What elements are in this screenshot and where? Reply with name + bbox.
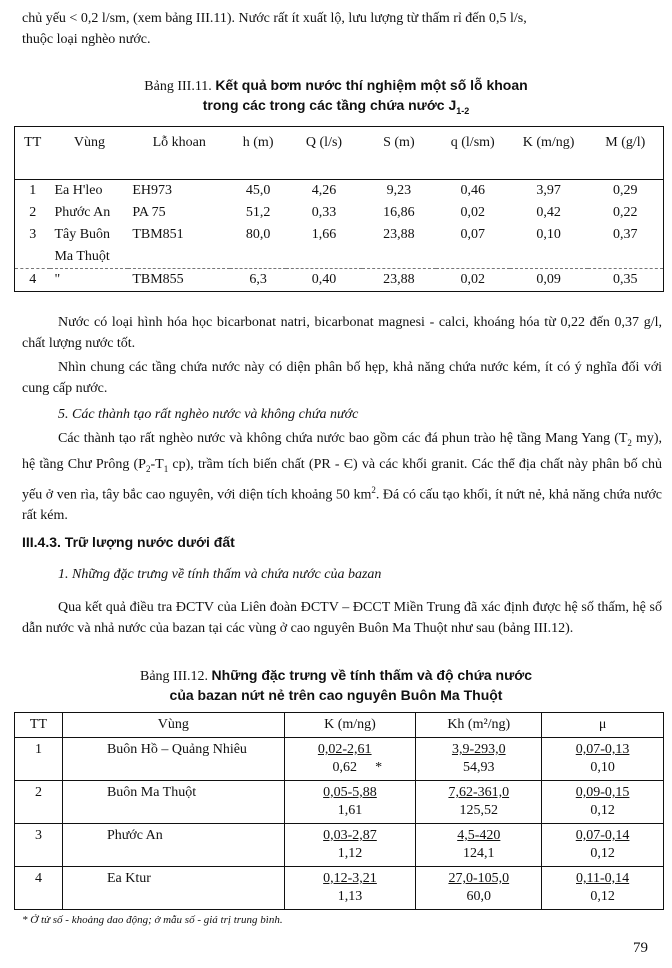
table1-cell: 0,10	[536, 227, 561, 242]
table1-caption-line1: Kết quả bơm nước thí nghiệm một số lỗ khoan	[215, 77, 528, 93]
table2-cell-tt: 4	[15, 867, 63, 910]
table1-cell: 2	[29, 205, 37, 220]
table-iii-12	[14, 712, 664, 910]
paragraph-chemistry: Nước có loại hình hóa học bicarbonat natri, bicarbonat magnesi - calci, khoáng hóa từ 0,22 đến 0,37 g/l, chất lượng nước tốt.	[22, 315, 662, 351]
table1-header-cell: TT	[15, 127, 51, 180]
para3-part-b: my), hệ tầng Chư Prông (P	[22, 431, 662, 472]
table1-cell: 1,66	[311, 227, 337, 242]
table1-cell: 4,26	[311, 183, 337, 198]
table1-header-cell: Lỗ khoan	[128, 127, 230, 180]
table1-cell: 6,3	[230, 269, 286, 292]
k-range: 0,05-5,88	[323, 785, 377, 800]
intro-paragraph	[22, 8, 662, 50]
table1-caption-line2: trong các trong các tầng chứa nước J	[202, 97, 457, 113]
kh-range: 7,62-361,0	[448, 785, 510, 800]
table1-cell: Ea H'leo	[54, 183, 103, 198]
table1-header-cell: h (m)	[230, 127, 286, 180]
paragraph-summary: Nhìn chung các tầng chứa nước này có diện phân bố hẹp, khả năng chứa nước kém, ít có ý nghĩa đối với cung cấp nước.	[22, 360, 662, 396]
table-iii-11	[14, 126, 664, 292]
intro-line-2: thuộc loại nghèo nước.	[22, 32, 151, 47]
table2-cell-k	[284, 738, 416, 781]
table1-cell: "	[50, 269, 128, 292]
para3-part-e: . Đá có cấu tạo khối, ít nứt nẻ, khả năng chứa nước rất kém.	[22, 487, 663, 524]
table1-cell: 16,86	[383, 205, 415, 220]
table1-cell: 0,37	[613, 227, 638, 242]
table2-header-row	[15, 713, 664, 738]
table1-cell: 0,02	[460, 205, 485, 220]
table2-cell-kh	[416, 738, 542, 781]
table2-header-cell: Kh (m²/ng)	[416, 713, 542, 738]
table1-header-cell: S (m)	[362, 127, 436, 180]
table1-header-cell: M (g/l)	[588, 127, 664, 180]
table1-row	[15, 246, 664, 269]
kh-mean: 60,0	[466, 889, 492, 904]
heading-iii-4-3: III.4.3. Trữ lượng nước dưới đất	[22, 534, 235, 550]
table1-cell: 0,09	[510, 269, 588, 292]
table2-cell-mu	[542, 867, 664, 910]
table1-cell: 3,97	[536, 183, 561, 198]
table1-header-row	[15, 127, 664, 180]
section-5-title: 5. Các thành tạo rất nghèo nước và không chứa nước	[58, 407, 359, 422]
table1-cell: 0,07	[460, 227, 485, 242]
kh-mean: 125,52	[459, 803, 499, 818]
table1-cell: 3	[29, 227, 37, 242]
table1-header-cell: Vùng	[50, 127, 128, 180]
table2-caption-prefix: Bảng III.12.	[140, 669, 209, 684]
k-range: 0,12-3,21	[323, 871, 377, 886]
k-star: *	[371, 760, 383, 775]
table2-caption	[0, 666, 672, 706]
table1-cell	[230, 246, 286, 269]
table2-cell-mu	[542, 781, 664, 824]
kh-mean: 54,93	[463, 760, 495, 775]
k-mean: 0,62	[332, 760, 357, 775]
table1-cell: 45,0	[245, 183, 271, 198]
table1-cell	[510, 246, 588, 269]
table1-cell: 0,02	[436, 269, 510, 292]
kh-range: 3,9-293,0	[451, 742, 506, 757]
table2-cell-vung: Buôn Hồ – Quảng Nhiêu	[62, 738, 284, 781]
table2-cell-vung: Phước An	[62, 824, 284, 867]
table1-cell: 0,33	[311, 205, 337, 220]
k-range: 0,03-2,87	[323, 828, 377, 843]
table1-cell: 4	[15, 269, 51, 292]
mu-mean: 0,10	[590, 760, 615, 775]
mu-mean: 0,12	[590, 803, 615, 818]
page-number: 79	[633, 940, 648, 956]
k-mean: 1,61	[337, 803, 363, 818]
table2-header-cell: TT	[15, 713, 63, 738]
table2-cell-mu	[542, 824, 664, 867]
table2-row	[15, 738, 664, 781]
paragraph-formations: Các thành tạo rất nghèo nước và không chứa nước bao gồm các đá phun trào hệ tầng Mang Yang ($T_2$ my), hệ tầng Chư Prông ($P_2-T_1$ cp), trầm tích biến chất (PR - Є) và các khối granit. Các thể địa chất này phân bố chủ yếu ở ven rìa, tây bắc cao nguyên, với diện tích khoảng 50 $km^2$. Đá có cấu tạo khối, ít nứt nẻ, khả năng chứa nước rất kém.	[22, 431, 663, 524]
mu-range: 0,11-0,14	[576, 871, 630, 886]
table1-cell	[15, 246, 51, 269]
table2-header-cell: K (m/ng)	[284, 713, 416, 738]
table1-cell: 51,2	[245, 205, 271, 220]
table1-cell: TBM851	[132, 227, 184, 242]
table1-cell: 0,42	[536, 205, 561, 220]
table2-cell-k	[284, 824, 416, 867]
table1-row	[15, 269, 664, 292]
table2-row	[15, 867, 664, 910]
table2-cell-mu	[542, 738, 664, 781]
table1-cell: EH973	[132, 183, 172, 198]
paragraph-survey: Qua kết quả điều tra ĐCTV của Liên đoàn ĐCTV – ĐCCT Miền Trung đã xác định được hệ số thấm, hệ số dẫn nước và nhả nước của bazan tại các vùng ở cao nguyên Buôn Ma Thuột như sau (bảng III.12).	[22, 600, 662, 636]
table1-cell	[128, 246, 230, 269]
table1-cell	[588, 246, 664, 269]
table2-caption-line1: Những đặc trưng về tính thấm và độ chứa nước	[211, 667, 532, 683]
table2-cell-vung: Ea Ktur	[62, 867, 284, 910]
table2-cell-kh	[416, 781, 542, 824]
table1-cell: 9,23	[386, 183, 412, 198]
intro-line-1: chủ yếu < 0,2 l/sm, (xem bảng III.11). Nước rất ít xuất lộ, lưu lượng từ thấm rỉ đến 0,5 l/s,	[22, 11, 527, 26]
table2-header-cell: μ	[542, 713, 664, 738]
table2-header-cell: Vùng	[62, 713, 284, 738]
table1-cell	[436, 246, 510, 269]
table1-cell: 0,46	[460, 183, 485, 198]
table1-cell: TBM855	[128, 269, 230, 292]
table2-caption-line2: của bazan nứt nẻ trên cao nguyên Buôn Ma Thuột	[169, 687, 503, 703]
table1-cell: 23,88	[383, 227, 415, 242]
table1-cell: 0,29	[613, 183, 638, 198]
mu-range: 0,09-0,15	[575, 785, 630, 800]
table1-cell: 0,22	[613, 205, 638, 220]
table1-cell: 0,35	[588, 269, 664, 292]
table1-header-cell: q (l/sm)	[436, 127, 510, 180]
mu-mean: 0,12	[590, 889, 615, 904]
table1-caption-sub: 1-2	[456, 105, 470, 116]
table2-row	[15, 781, 664, 824]
mu-range: 0,07-0,14	[575, 828, 630, 843]
kh-range: 4,5-420	[457, 828, 501, 843]
kh-range: 27,0-105,0	[448, 871, 510, 886]
table2-footnote: * Ở tử số - khoảng dao động; ở mẫu số - giá trị trung bình.	[22, 914, 283, 926]
table1-cell: 80,0	[245, 227, 271, 242]
kh-mean: 124,1	[463, 846, 495, 861]
table2-cell-kh	[416, 867, 542, 910]
k-mean: 1,13	[337, 889, 363, 904]
table2-cell-tt: 3	[15, 824, 63, 867]
table1-cell: 1	[29, 183, 37, 198]
table1-cell: 0,40	[286, 269, 362, 292]
k-mean: 1,12	[337, 846, 363, 861]
table1-cell: 23,88	[362, 269, 436, 292]
table1-caption	[0, 76, 672, 121]
table1-row	[15, 224, 664, 246]
table1-header-cell: Q (l/s)	[286, 127, 362, 180]
k-range: 0,02-2,61	[317, 742, 372, 757]
table2-row	[15, 824, 664, 867]
table1-cell: Ma Thuột	[54, 249, 110, 264]
table1-cell: Tây Buôn	[54, 227, 111, 242]
para3-part-a: Các thành tạo rất nghèo nước và không chứa nước bao gồm các đá phun trào hệ tầng Mang Yang (T	[58, 431, 628, 446]
para3-part-c: -T	[150, 456, 164, 472]
mu-range: 0,07-0,13	[575, 742, 630, 757]
table1-row	[15, 180, 664, 203]
table2-cell-k	[284, 781, 416, 824]
mu-mean: 0,12	[590, 846, 615, 861]
para3-part-d: cp), trầm tích biến chất (PR - Є) và các khối granit. Các thể địa chất này phân bố chủ yếu ở ven rìa, tây bắc cao nguyên, với diện tích khoảng 50 km	[22, 456, 663, 503]
table1-header-cell: K (m/ng)	[510, 127, 588, 180]
table1-cell	[362, 246, 436, 269]
table2-cell-kh	[416, 824, 542, 867]
table2-cell-tt: 1	[15, 738, 63, 781]
table2-cell-vung: Buôn Ma Thuột	[62, 781, 284, 824]
table1-caption-prefix: Bảng III.11.	[144, 79, 212, 94]
table1-cell: PA 75	[132, 205, 166, 220]
table2-cell-k	[284, 867, 416, 910]
subsection-1-title: 1. Những đặc trưng về tính thấm và chứa nước của bazan	[58, 567, 382, 582]
table1-cell: Phước An	[54, 205, 111, 220]
table2-cell-tt: 2	[15, 781, 63, 824]
table1-cell	[286, 246, 362, 269]
table1-row	[15, 202, 664, 224]
